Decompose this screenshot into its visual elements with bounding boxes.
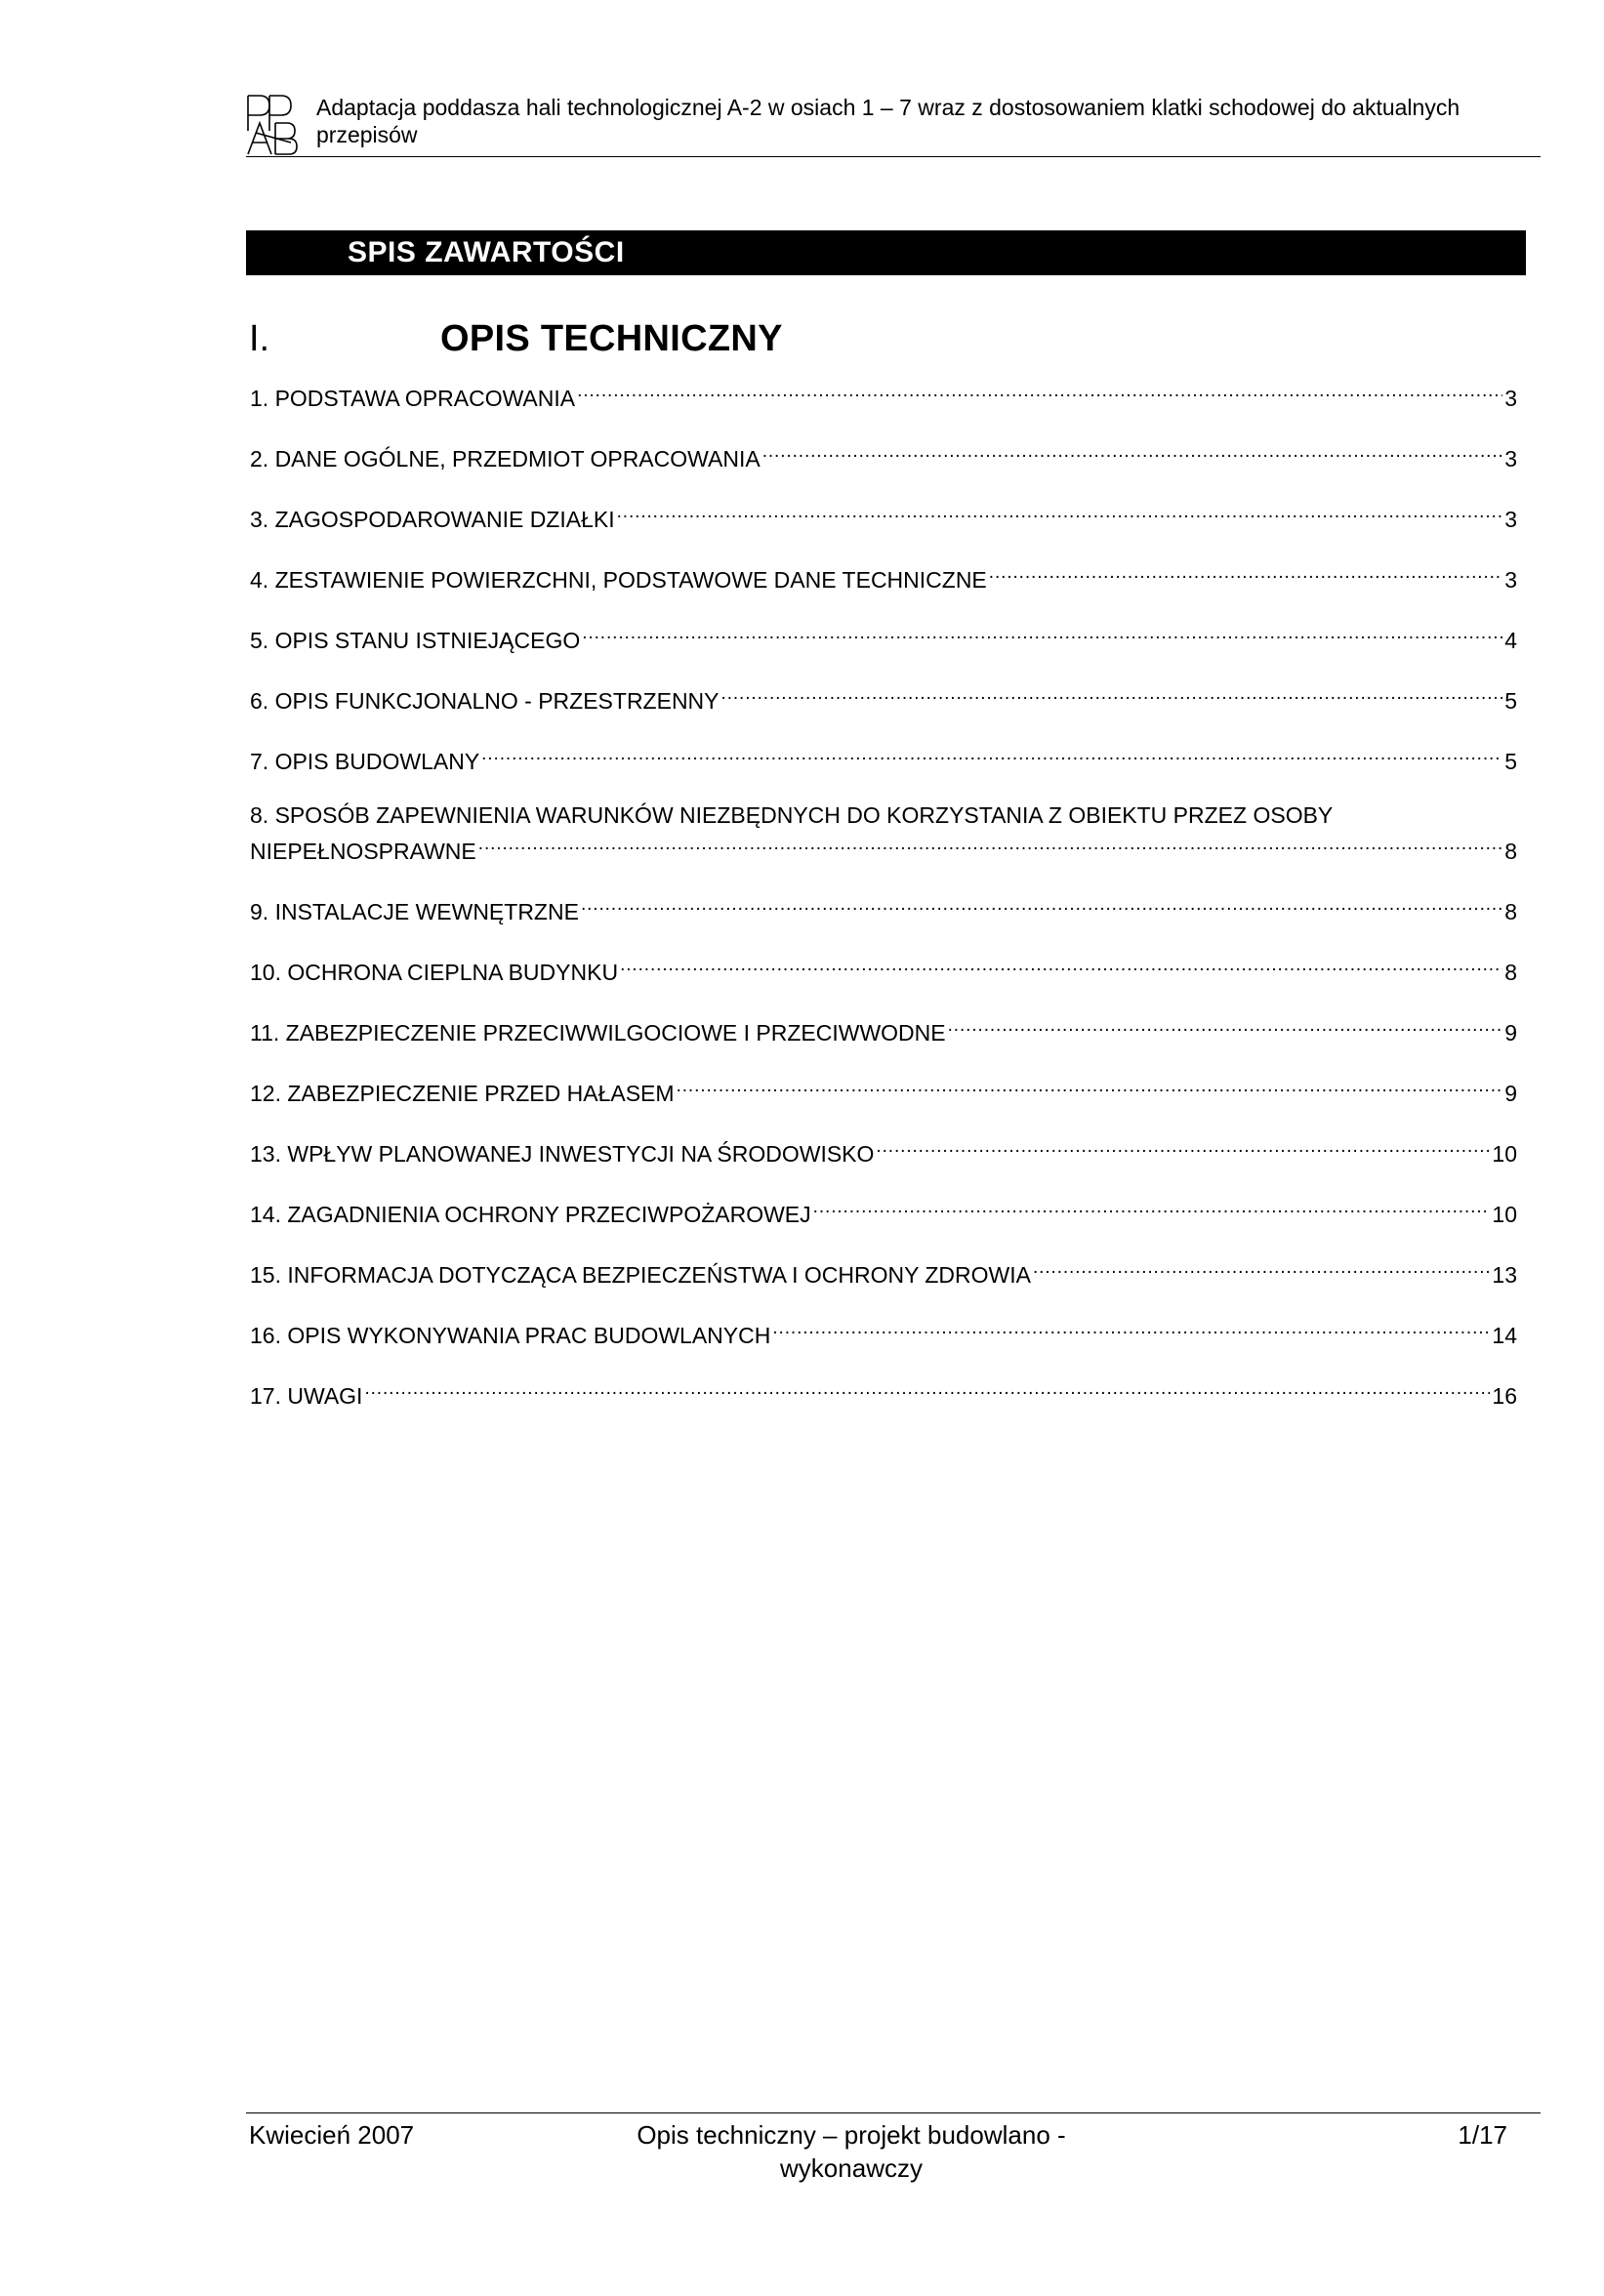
toc-entry-page: 3 <box>1504 446 1517 472</box>
toc-dot-leader <box>617 498 1503 527</box>
toc-entry-page: 9 <box>1504 1081 1517 1106</box>
toc-entry-page: 10 <box>1492 1202 1517 1227</box>
toc-entry-title: 4. ZESTAWIENIE POWIERZCHNI, PODSTAWOWE DANE TECHNICZNE <box>250 567 987 593</box>
toc-entry[interactable] <box>250 377 1517 411</box>
table-of-contents <box>250 377 1519 1435</box>
toc-entry-page: 8 <box>1504 839 1517 864</box>
toc-entry-page: 9 <box>1504 1020 1517 1046</box>
toc-entry-page: 3 <box>1504 507 1517 532</box>
toc-entry-page: 13 <box>1492 1262 1517 1288</box>
toc-entry[interactable] <box>250 800 1517 864</box>
toc-entry-page: 3 <box>1504 567 1517 593</box>
toc-entry-title: 1. PODSTAWA OPRACOWANIA <box>250 386 576 411</box>
toc-entry[interactable] <box>250 1011 1517 1046</box>
toc-entry-title: 11. ZABEZPIECZENIE PRZECIWWILGOCIOWE I PRZECIWWODNE <box>250 1020 946 1046</box>
toc-entry[interactable] <box>250 437 1517 472</box>
toc-entry[interactable] <box>250 498 1517 532</box>
toc-entry-title: 9. INSTALACJE WEWNĘTRZNE <box>250 899 579 924</box>
toc-entry-title: 6. OPIS FUNKCJONALNO - PRZESTRZENNY <box>250 688 720 714</box>
toc-dot-leader <box>948 1011 1503 1041</box>
toc-entry-title: NIEPEŁNOSPRAWNE <box>250 839 476 864</box>
toc-dot-leader <box>813 1193 1491 1222</box>
toc-entry[interactable] <box>250 740 1517 774</box>
toc-entry[interactable] <box>250 1193 1517 1227</box>
toc-entry[interactable] <box>250 558 1517 593</box>
toc-dot-leader <box>577 377 1502 406</box>
page-header <box>246 94 1541 157</box>
toc-dot-leader <box>721 679 1503 709</box>
toc-entry-page: 5 <box>1504 688 1517 714</box>
footer-date: Kwiecień 2007 <box>249 2120 415 2150</box>
toc-dot-leader <box>772 1314 1490 1343</box>
toc-entry-title: 12. ZABEZPIECZENIE PRZED HAŁASEM <box>250 1081 675 1106</box>
toc-banner <box>246 230 1526 275</box>
toc-dot-leader <box>478 830 1502 859</box>
toc-entry-page: 16 <box>1492 1383 1517 1409</box>
toc-entry-page: 4 <box>1504 628 1517 653</box>
toc-entry-page: 8 <box>1504 899 1517 924</box>
toc-entry-title: 17. UWAGI <box>250 1383 363 1409</box>
toc-entry-page: 10 <box>1492 1141 1517 1167</box>
section-heading <box>249 316 1128 365</box>
toc-dot-leader <box>582 619 1502 648</box>
toc-entry-title: 5. OPIS STANU ISTNIEJĄCEGO <box>250 628 581 653</box>
toc-entry[interactable] <box>250 1314 1517 1348</box>
toc-entry[interactable] <box>250 1253 1517 1288</box>
toc-dot-leader <box>581 890 1502 920</box>
toc-entry[interactable] <box>250 1132 1517 1167</box>
toc-entry[interactable] <box>250 679 1517 714</box>
toc-dot-leader <box>364 1374 1490 1404</box>
toc-entry-title: 2. DANE OGÓLNE, PRZEDMIOT OPRACOWANIA <box>250 446 761 472</box>
toc-banner-label: SPIS ZAWARTOŚCI <box>348 236 625 268</box>
toc-dot-leader <box>620 951 1502 980</box>
page-footer <box>246 2112 1541 2183</box>
footer-page-number: 1/17 <box>1458 2120 1507 2150</box>
section-number: I. <box>249 318 270 359</box>
toc-entry-page: 5 <box>1504 749 1517 774</box>
toc-entry-title: 10. OCHRONA CIEPLNA BUDYNKU <box>250 960 619 985</box>
document-header-title: Adaptacja poddasza hali technologicznej A-2 w osiach 1 – 7 wraz z dostosowaniem klatki schodowej do aktualnych przepisów <box>316 95 1460 147</box>
toc-dot-leader <box>989 558 1502 588</box>
toc-entry-title: 16. OPIS WYKONYWANIA PRAC BUDOWLANYCH <box>250 1323 771 1348</box>
toc-dot-leader <box>876 1132 1490 1162</box>
toc-entry[interactable] <box>250 890 1517 924</box>
toc-entry-page: 14 <box>1492 1323 1517 1348</box>
toc-entry-page: 8 <box>1504 960 1517 985</box>
toc-entry-page: 3 <box>1504 386 1517 411</box>
toc-dot-leader <box>481 740 1502 769</box>
toc-entry-title: 7. OPIS BUDOWLANY <box>250 749 480 774</box>
toc-dot-leader <box>762 437 1503 467</box>
toc-entry[interactable] <box>250 619 1517 653</box>
toc-entry-title: 3. ZAGOSPODAROWANIE DZIAŁKI <box>250 507 615 532</box>
toc-entry-title: 13. WPŁYW PLANOWANEJ INWESTYCJI NA ŚRODOWISKO <box>250 1141 875 1167</box>
toc-entry-title: 14. ZAGADNIENIA OCHRONY PRZECIWPOŻAROWEJ <box>250 1202 811 1227</box>
toc-dot-leader <box>1033 1253 1490 1283</box>
section-title: OPIS TECHNICZNY <box>440 318 783 359</box>
toc-entry[interactable] <box>250 1072 1517 1106</box>
toc-dot-leader <box>677 1072 1503 1101</box>
toc-entry[interactable] <box>250 951 1517 985</box>
toc-entry-title-line1: 8. SPOSÓB ZAPEWNIENIA WARUNKÓW NIEZBĘDNYCH DO KORZYSTANIA Z OBIEKTU PRZEZ OSOBY <box>250 802 1334 828</box>
toc-entry-title: 15. INFORMACJA DOTYCZĄCA BEZPIECZEŃSTWA I OCHRONY ZDROWIA <box>250 1262 1031 1288</box>
ppab-logo-icon <box>246 94 308 156</box>
toc-entry[interactable] <box>250 1374 1517 1409</box>
footer-document-type: Opis techniczny – projekt budowlano - wykonawczy <box>637 2120 1066 2183</box>
